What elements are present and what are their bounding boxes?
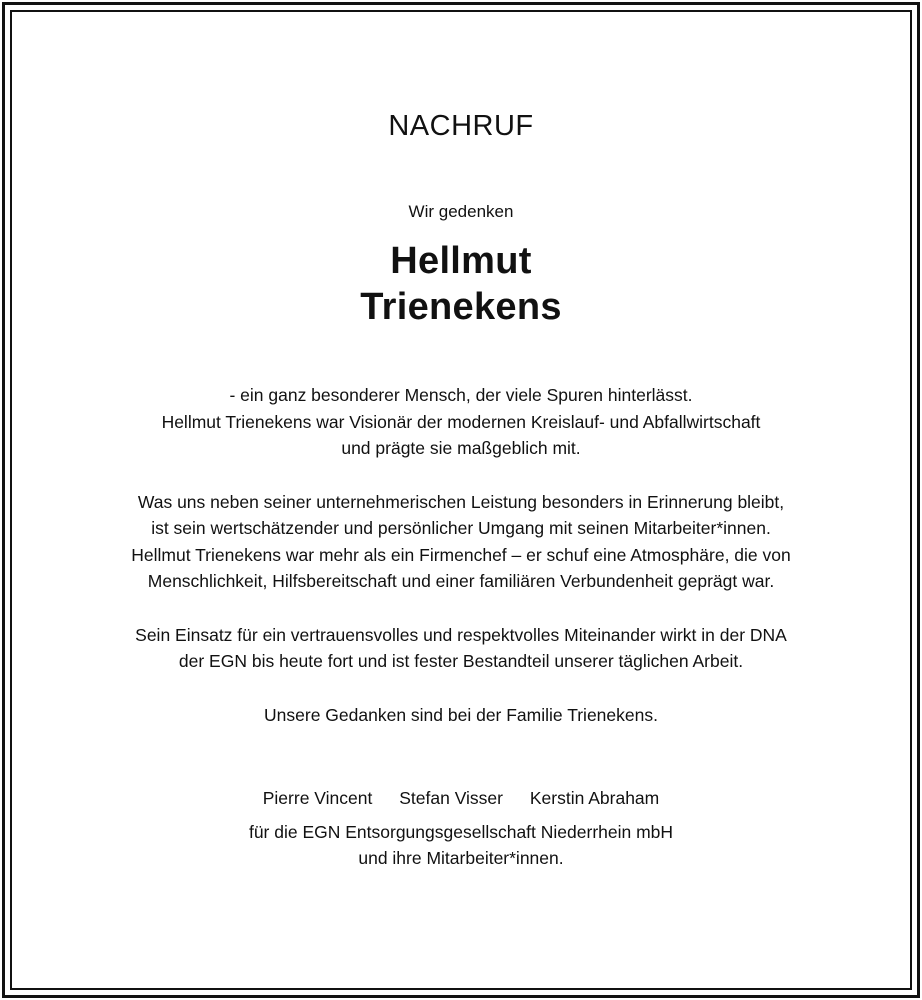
text-line: - ein ganz besonderer Mensch, der viele Spuren hinterlässt.	[229, 385, 693, 405]
signer-name: Kerstin Abraham	[529, 788, 660, 808]
text-line: der EGN bis heute fort und ist fester Bestandteil unserer täglichen Arbeit.	[178, 651, 744, 671]
intro-line: Wir gedenken	[408, 202, 514, 221]
tribute-text	[12, 382, 910, 755]
company-line: für die EGN Entsorgungsgesellschaft Niederrhein mbH	[248, 822, 674, 842]
name-line-last: Trienekens	[360, 286, 562, 328]
signer-name: Stefan Visser	[399, 788, 503, 808]
paragraph-condolence	[12, 702, 910, 729]
text-line: Was uns neben seiner unternehmerischen Leistung besonders in Erinnerung bleibt,	[137, 491, 785, 512]
notice-content	[12, 12, 910, 988]
text-line: Menschlichkeit, Hilfsbereitschaft und einer familiären Verbundenheit geprägt war.	[147, 571, 775, 591]
deceased-name	[12, 238, 910, 330]
signer-name: Pierre Vincent	[262, 788, 373, 808]
company-signature	[12, 819, 910, 871]
paragraph-commitment	[12, 622, 910, 675]
text-line: und prägte sie maßgeblich mit.	[341, 438, 581, 458]
name-line-first: Hellmut	[390, 240, 532, 282]
paragraph-memory	[12, 489, 910, 595]
notice-heading: NACHRUF	[388, 110, 534, 142]
text-line: Hellmut Trienekens war mehr als ein Firmenchef – er schuf eine Atmosphäre, die von	[131, 544, 791, 565]
text-line: Hellmut Trienekens war Visionär der modernen Kreislauf- und Abfallwirtschaft	[161, 411, 761, 432]
text-line: ist sein wertschätzender und persönlicher Umgang mit seinen Mitarbeiter*innen.	[151, 518, 771, 538]
text-line: Sein Einsatz für ein vertrauensvolles und respektvolles Miteinander wirkt in der DNA	[135, 624, 787, 645]
text-line: Unsere Gedanken sind bei der Familie Trienekens.	[264, 704, 658, 725]
signers-row	[12, 785, 910, 811]
paragraph-legacy	[12, 382, 910, 462]
company-line: und ihre Mitarbeiter*innen.	[358, 848, 564, 868]
